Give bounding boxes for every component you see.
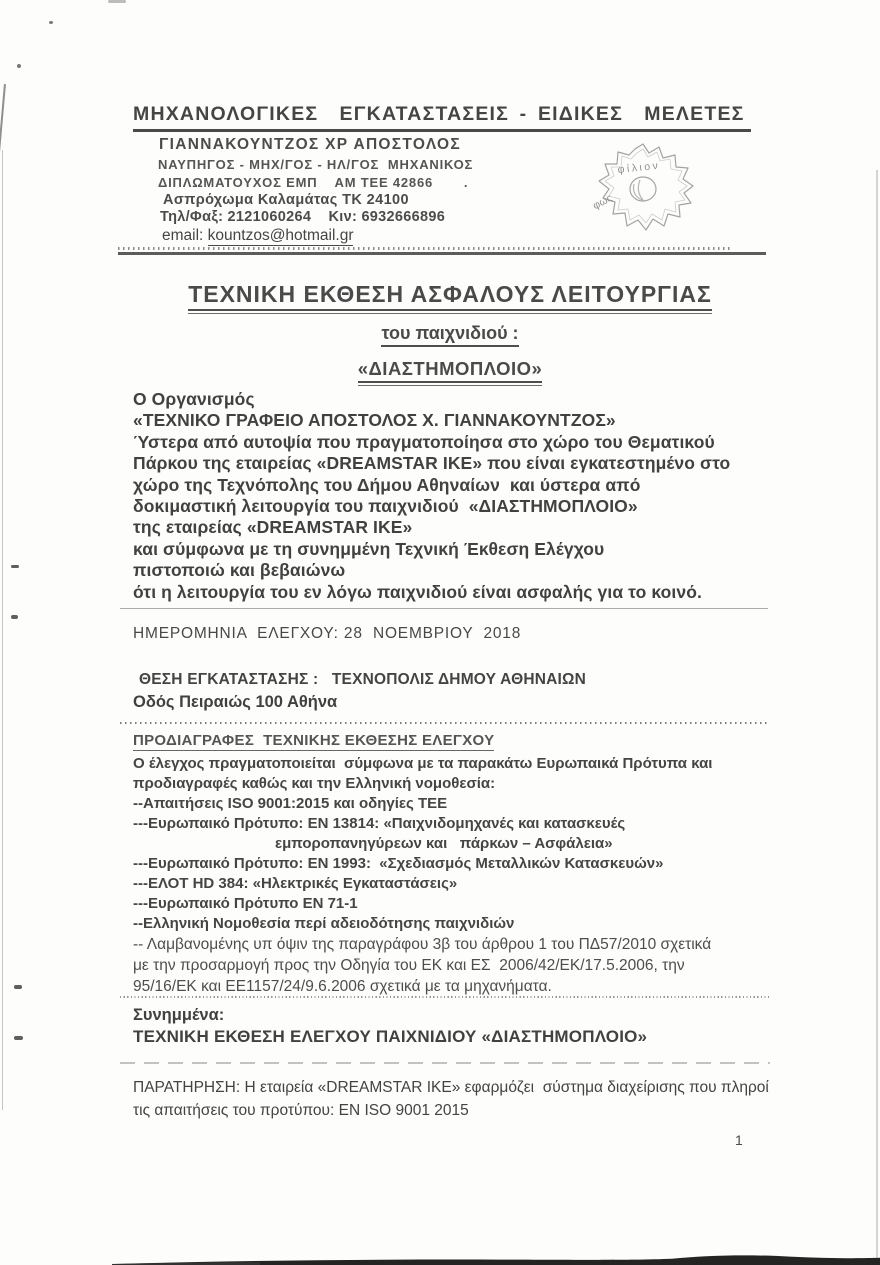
report-title: ΤΕΧΝΙΚΗ ΕΚΘΕΣΗ ΑΣΦΑΛΟΥΣ ΛΕΙΤΟΥΡΓΙΑΣ	[188, 281, 712, 311]
report-title-block	[133, 281, 767, 383]
logo-text-filion: φίλιον	[617, 159, 661, 176]
specs-heading: ΠΡΟΔΙΑΓΡΑΦΕΣ ΤΕΧΝΙΚΗΣ ΕΚΘΕΣΗΣ ΕΛΕΓΧΟΥ	[133, 732, 495, 749]
scan-speck	[49, 21, 53, 24]
specs-line: ---Ευρωπαικό Πρότυπο: EN 13814: «Παιχνιδομηχανές και κατασκευές	[133, 815, 626, 832]
specs-legal-line: -- Λαμβανομένης υπ όψιν της παραγράφου 3β του άρθρου 1 του ΠΔ57/2010 σχετικά	[133, 936, 712, 953]
installation-location: ΘΕΣΗ ΕΓΚΑΤΑΣΤΑΣΗΣ : ΤΕΧΝΟΠΟΛΙΣ ΔΗΜΟΥ ΑΘΗΝΑΙΩΝ	[139, 671, 587, 688]
report-subtitle: του παιχνιδιού :	[381, 323, 518, 347]
certification-line: Πάρκου της εταιρείας «DREAMSTAR ΙΚΕ» που είναι εγκατεστημένο στο	[133, 453, 731, 474]
inspection-date: ΗΜΕΡΟΜΗΝΙΑ ΕΛΕΓΧΟΥ: 28 ΝΟΕΜΒΡΙΟΥ 2018	[133, 625, 522, 642]
email-label: email:	[162, 227, 208, 244]
specs-line: ---ΕΛΟΤ HD 384: «Ηλεκτρικές Εγκαταστάσεις»	[133, 875, 458, 892]
scan-speck	[17, 64, 21, 68]
letterhead-name: ΓΙΑΝΝΑΚΟΥΝΤΖΟΣ ΧΡ ΑΠΟΣΤΟΛΟΣ	[159, 136, 461, 153]
email-address: kountzos@hotmail.gr	[207, 227, 354, 244]
certification-line: χώρο της Τεχνόπολης του Δήμου Αθηναίων και ύστερα από	[133, 474, 641, 495]
certification-line: και σύμφωνα με τη συνημμένη Τεχνική Έκθεση Ελέγχου	[133, 538, 605, 559]
note-line: τις απαιτήσεις του προτύπου: EN ISO 9001 2015	[133, 1102, 469, 1119]
letterhead-email-line	[162, 227, 353, 245]
letterhead-profession: ΝΑΥΠΗΓΟΣ - ΜΗΧ/ΓΟΣ - ΗΛ/ΓΟΣ ΜΗΧΑΝΙΚΟΣ	[158, 157, 474, 172]
margin-mark	[11, 615, 18, 619]
margin-mark	[14, 1036, 23, 1040]
specs-line: ---Ευρωπαικό Πρότυπο EN 71-1	[133, 895, 358, 912]
letterhead-address: Ασπρόχωμα Καλαμάτας ΤΚ 24100	[163, 192, 409, 208]
certification-line: Ύστερα από αυτοψία που πραγματοποίησα στο χώρο του Θεματικού	[133, 431, 715, 452]
certification-line: ότι η λειτουργία του εν λόγω παιχνιδιού είναι ασφαλής για το κοινό.	[133, 581, 702, 602]
separator-dotted	[120, 722, 768, 724]
certification-paragraph	[133, 389, 793, 603]
certification-line: πιστοποιώ και βεβαιώνω	[133, 560, 346, 581]
scan-speck	[108, 0, 126, 3]
gear-stamp-logo	[590, 141, 698, 237]
certification-line: Ο Οργανισμός	[133, 389, 255, 409]
attachments-label: Συνημμένα:	[133, 1006, 225, 1024]
note-line: ΠΑΡΑΤΗΡΗΣΗ: Η εταιρεία «DREAMSTAR ΙΚΕ» εφαρμόζει σύστημα διαχείρισης που πληροί	[133, 1079, 769, 1096]
page-number: 1	[735, 1132, 743, 1148]
bottom-scan-shadow	[0, 1251, 880, 1265]
specs-line: εμποροπανηγύρεων και πάρκων – Ασφάλεια»	[275, 835, 613, 852]
thin-rule	[120, 608, 768, 609]
specs-legal-line: με την προσαρμογή προς την Οδηγία του ΕΚ και ΕΣ 2006/42/ΕΚ/17.5.2006, την	[133, 957, 685, 974]
attachments-item: ΤΕΧΝΙΚΗ ΕΚΘΕΣΗ ΕΛΕΓΧΟΥ ΠΑΙΧΝΙΔΙΟΥ «ΔΙΑΣΤΗΜΟΠΛΟΙΟ»	[133, 1027, 648, 1046]
margin-mark	[14, 985, 22, 989]
separator-dotted-top	[118, 247, 730, 250]
specs-list	[133, 754, 793, 934]
letterhead-title: ΜΗΧΑΝΟΛΟΓΙΚΕΣ ΕΓΚΑΤΑΣΤΑΣΕΙΣ - ΕΙΔΙΚΕΣ ΜΕΛΕΤΕΣ	[133, 103, 751, 132]
certification-line: «ΤΕΧΝΙΚΟ ΓΡΑΦΕΙΟ ΑΠΟΣΤΟΛΟΣ Χ. ΓΙΑΝΝΑΚΟΥΝΤΖΟΣ»	[133, 410, 616, 431]
specs-line: Ο έλεγχος πραγματοποιείται σύμφωνα με τα παρακάτω Ευρωπαικά Πρότυπα και	[133, 755, 713, 772]
page-edge-left	[2, 150, 3, 1110]
margin-mark	[11, 565, 19, 568]
specs-legal-paragraph	[133, 934, 813, 997]
logo-text-fos: φως	[590, 192, 615, 213]
specs-line: ---Ευρωπαικό Πρότυπο: EN 1993: «Σχεδιασμός Μεταλλικών Κατασκευών»	[133, 855, 664, 872]
separator-fine-dotted	[120, 996, 770, 998]
certification-line: της εταιρείας «DREAMSTAR ΙΚΕ»	[133, 517, 413, 538]
installation-address: Οδός Πειραιώς 100 Αθήνα	[133, 693, 338, 711]
specs-line: --Ελληνική Νομοθεσία περί αδειοδότησης παιχνιδιών	[133, 915, 515, 932]
letterhead-phone: Τηλ/Φαξ: 2121060264 Κιν: 6932666896	[160, 209, 446, 225]
specs-legal-line: 95/16/ΕΚ και ΕΕ1157/24/9.6.2006 σχετικά με τα μηχανήματα.	[133, 978, 552, 995]
separator-dashed	[120, 1062, 770, 1064]
ride-name: «ΔΙΑΣΤΗΜΟΠΛΟΙΟ»	[358, 358, 543, 383]
page-edge-right	[876, 170, 878, 1258]
gear-hub-shading	[633, 180, 643, 200]
note-paragraph	[133, 1076, 813, 1122]
certification-line: δοκιμαστική λειτουργία του παιχνιδιού «ΔΙΑΣΤΗΜΟΠΛΟΙΟ»	[133, 496, 638, 517]
separator-solid	[118, 252, 766, 255]
specs-line: --Απαιτήσεις ISO 9001:2015 και οδηγίες ΤΕΕ	[133, 795, 448, 812]
page-edge-artifact	[0, 84, 6, 152]
specs-line: προδιαγραφές καθώς και την Ελληνική νομοθεσία:	[133, 775, 496, 792]
letterhead-credentials: ΔΙΠΛΩΜΑΤΟΥΧΟΣ ΕΜΠ ΑΜ ΤΕΕ 42866 .	[158, 175, 469, 190]
